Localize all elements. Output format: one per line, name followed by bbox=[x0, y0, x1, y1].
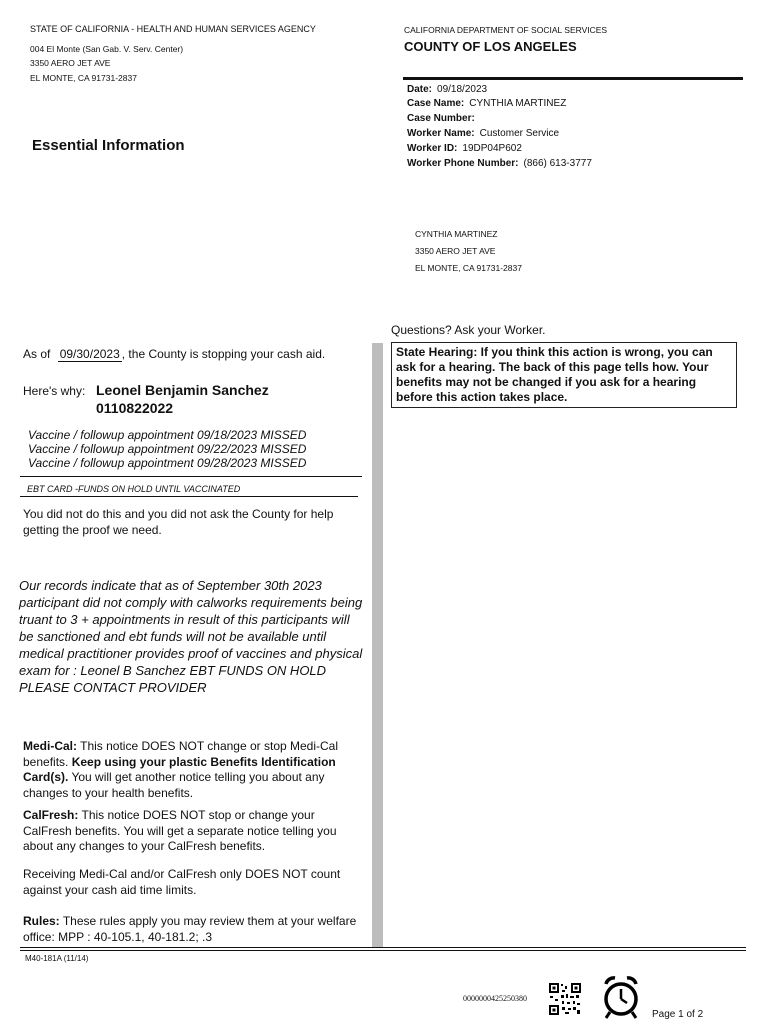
as-of-prefix: As of bbox=[23, 347, 51, 361]
case-number-row bbox=[407, 111, 480, 126]
did-not-text: You did not do this and you did not ask the County for help getting the proof we need. bbox=[23, 507, 334, 537]
ebt-note: EBT CARD -FUNDS ON HOLD UNTIL VACCINATED bbox=[27, 484, 241, 494]
rules-label: Rules: bbox=[23, 914, 60, 928]
worker-id-label: Worker ID: bbox=[407, 143, 458, 154]
page-title: Essential Information bbox=[32, 137, 185, 154]
appointment-item-2: Vaccine / followup appointment 09/22/2023 MISSED bbox=[28, 442, 307, 456]
state-hearing-box: State Hearing: If you think this action is wrong, you can ask for a hearing. The back of this page tells how. Your benefits may not be changed if you ask for a hearing before this action takes place. bbox=[391, 342, 737, 408]
appointment-rule-bottom bbox=[20, 496, 358, 497]
why-number: 0110822022 bbox=[96, 400, 174, 416]
calfresh-label: CalFresh: bbox=[23, 808, 79, 822]
worker-id-row bbox=[407, 141, 522, 156]
header-rule bbox=[403, 77, 743, 80]
rules-paragraph bbox=[23, 914, 363, 945]
case-name-label: Case Name: bbox=[407, 98, 465, 109]
as-of-suffix: , the County is stopping your cash aid. bbox=[121, 347, 326, 361]
alarm-clock-icon bbox=[600, 974, 642, 1020]
appointment-item-3: Vaccine / followup appointment 09/28/2023 MISSED bbox=[28, 456, 307, 470]
worker-name-value: Customer Service bbox=[479, 128, 560, 139]
barcode-number: 0000000425250380 bbox=[463, 994, 527, 1003]
department-name: CALIFORNIA DEPARTMENT OF SOCIAL SERVICES bbox=[404, 25, 608, 35]
appointment-list bbox=[28, 428, 306, 470]
appointment-item-1: Vaccine / followup appointment 09/18/2023 MISSED bbox=[28, 428, 307, 442]
as-of-line bbox=[23, 347, 325, 362]
records-paragraph: Our records indicate that as of September 30th 2023 participant did not comply with calworks requirements being truant to 3 + appointments in result of this participants will be sanctioned and ebt funds will not be available until medical practitioner provides proof of vaccines and physical exam for : Leonel B Sanchez EBT FUNDS ON HOLD PLEASE CONTACT PROVIDER bbox=[19, 578, 363, 695]
footer-rule-2 bbox=[20, 950, 746, 951]
column-divider bbox=[372, 343, 383, 948]
worker-name-label: Worker Name: bbox=[407, 128, 475, 139]
office-line-2: 3350 AERO JET AVE bbox=[30, 58, 111, 68]
page-number: Page 1 of 2 bbox=[652, 1009, 704, 1020]
office-line-1: 004 El Monte (San Gab. V. Serv. Center) bbox=[30, 44, 184, 54]
medi-cal-bold: Keep using your plastic Benefits Identification Card(s). bbox=[23, 754, 336, 784]
appointment-rule-top bbox=[20, 476, 362, 477]
medi-cal-text-1: This notice DOES NOT change or stop Medi-Cal benefits. bbox=[23, 739, 339, 769]
date-row bbox=[407, 82, 487, 97]
county-name: COUNTY OF LOS ANGELES bbox=[404, 39, 577, 54]
agency-name: STATE OF CALIFORNIA - HEALTH AND HUMAN SERVICES AGENCY bbox=[30, 24, 316, 34]
questions-text: Questions? Ask your Worker. bbox=[391, 323, 546, 337]
worker-phone-row bbox=[407, 156, 592, 171]
calfresh-paragraph bbox=[23, 808, 363, 855]
form-id: M40-181A (11/14) bbox=[25, 954, 89, 963]
medi-cal-text-2: You will get another notice telling you about any changes to your health benefits. bbox=[23, 770, 325, 800]
recipient-line-1: CYNTHIA MARTINEZ bbox=[415, 229, 498, 239]
worker-name-row bbox=[407, 126, 559, 141]
qr-code-icon bbox=[548, 982, 582, 1016]
stop-date: 09/30/2023 bbox=[59, 347, 120, 361]
case-number-label: Case Number: bbox=[407, 113, 475, 124]
calfresh-text: This notice DOES NOT stop or change your CalFresh benefits. You will get a separate notice telling you about any changes to your CalFresh benefits. bbox=[23, 808, 337, 853]
medi-cal-label: Medi-Cal: bbox=[23, 739, 77, 753]
worker-phone-label: Worker Phone Number: bbox=[407, 158, 519, 169]
office-line-3: EL MONTE, CA 91731-2837 bbox=[30, 73, 137, 83]
worker-phone-value: (866) 613-3777 bbox=[523, 158, 592, 169]
why-label: Here's why: bbox=[23, 384, 86, 398]
date-label: Date: bbox=[407, 84, 433, 95]
case-name-row bbox=[407, 96, 566, 111]
footer-rule-1 bbox=[20, 947, 746, 948]
recipient-line-2: 3350 AERO JET AVE bbox=[415, 246, 496, 256]
receiving-paragraph: Receiving Medi-Cal and/or CalFresh only DOES NOT count against your cash aid time limits. bbox=[23, 867, 341, 897]
case-name-value: CYNTHIA MARTINEZ bbox=[469, 98, 567, 109]
medi-cal-paragraph bbox=[23, 739, 363, 801]
rules-text: These rules apply you may review them at your welfare office: MPP : 40-105.1, 40-181.2; .3 bbox=[23, 914, 357, 944]
why-name: Leonel Benjamin Sanchez bbox=[96, 382, 269, 398]
date-value: 09/18/2023 bbox=[437, 84, 488, 95]
recipient-line-3: EL MONTE, CA 91731-2837 bbox=[415, 263, 522, 273]
worker-id-value: 19DP04P602 bbox=[462, 143, 522, 154]
